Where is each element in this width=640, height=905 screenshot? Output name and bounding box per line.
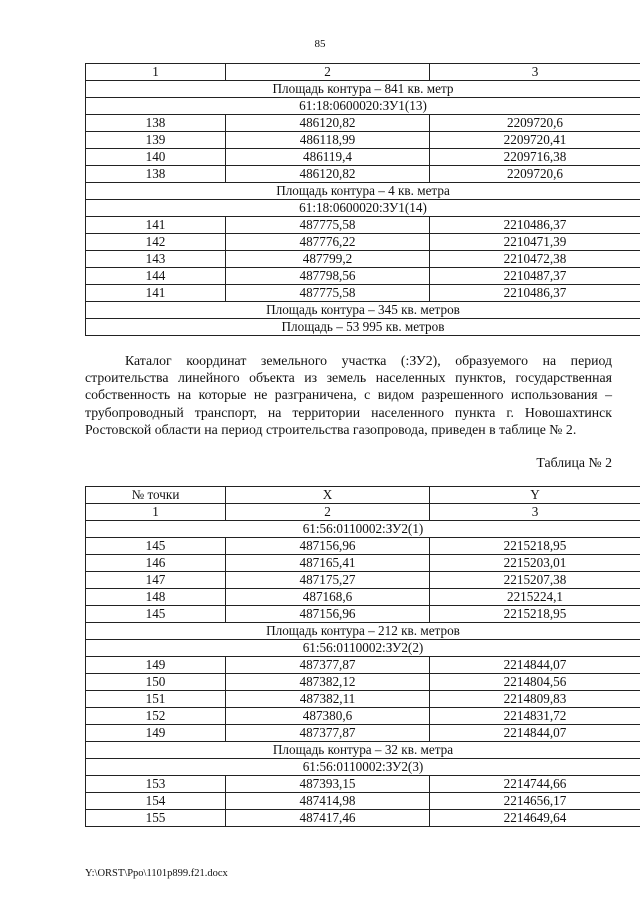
table-cell: 486119,4 [226,149,430,166]
table-row [86,810,640,827]
document-file-path: Y:\ORST\Ppo\1101p899.f21.docx [85,868,228,879]
table-cell: 487377,87 [226,657,430,674]
table-cell: 2209716,38 [430,149,640,166]
table-cell: 139 [86,132,226,149]
table-cell: 486120,82 [226,115,430,132]
table-cell: 2214809,83 [430,691,640,708]
table-cell: 487417,46 [226,810,430,827]
table-cell: 1 [86,504,226,521]
table-cell: 2210486,37 [430,285,640,302]
table-section-row [86,759,640,776]
table-cell: 486118,99 [226,132,430,149]
table-row [86,555,640,572]
table-cell: 486120,82 [226,166,430,183]
table-row [86,234,640,251]
table-cell: 145 [86,538,226,555]
table-cell: 487775,58 [226,217,430,234]
table-cell: 487165,41 [226,555,430,572]
table-cell: 2210487,37 [430,268,640,285]
table-cell: 138 [86,115,226,132]
table-cell: 487168,6 [226,589,430,606]
table-section-row [86,200,640,217]
table-row [86,793,640,810]
table-cell: 151 [86,691,226,708]
table-cell: 2214831,72 [430,708,640,725]
table-2-caption: Таблица № 2 [536,455,612,470]
table-row [86,217,640,234]
table-cell: 152 [86,708,226,725]
table-cell: 144 [86,268,226,285]
table-section-label: 61:18:0600020:ЗУ1(14) [86,200,640,217]
table-cell: 148 [86,589,226,606]
table-section-label: Площадь контура – 4 кв. метра [86,183,640,200]
table-cell: 2210471,39 [430,234,640,251]
table-cell: 487776,22 [226,234,430,251]
table-cell: 140 [86,149,226,166]
table-row [86,251,640,268]
table-cell: 2214844,07 [430,725,640,742]
table-section-row [86,81,640,98]
table-section-row [86,742,640,759]
table-cell: 154 [86,793,226,810]
table-row [86,776,640,793]
table-cell: 487380,6 [226,708,430,725]
table-cell: 149 [86,657,226,674]
table-cell: 153 [86,776,226,793]
table-cell: 2214844,07 [430,657,640,674]
table-row [86,725,640,742]
table-cell: 141 [86,217,226,234]
table-cell: 1 [86,64,226,81]
table-cell: 2214744,66 [430,776,640,793]
table-cell: 487799,2 [226,251,430,268]
table-section-label: 61:56:0110002:ЗУ2(3) [86,759,640,776]
table-row [86,538,640,555]
table-row [86,149,640,166]
table-section-row [86,319,640,336]
table-section-row [86,302,640,319]
table-row [86,572,640,589]
table-cell: 2210486,37 [430,217,640,234]
table-row [86,674,640,691]
table-cell: 487156,96 [226,606,430,623]
table-cell: 142 [86,234,226,251]
table-cell: 2215203,01 [430,555,640,572]
table-cell: 2214656,17 [430,793,640,810]
table-section-label: 61:56:0110002:ЗУ2(2) [86,640,640,657]
table-row [86,708,640,725]
table-section-label: Площадь контура – 212 кв. метров [86,623,640,640]
table-section-label: 61:56:0110002:ЗУ2(1) [86,521,640,538]
table-section-row [86,521,640,538]
table-row [86,115,640,132]
table-cell: 146 [86,555,226,572]
table-row [86,132,640,149]
table-section-row [86,623,640,640]
table-section-label: Площадь контура – 345 кв. метров [86,302,640,319]
table-row [86,589,640,606]
table-cell: 2215207,38 [430,572,640,589]
table-cell: 2215218,95 [430,538,640,555]
table-cell: 487377,87 [226,725,430,742]
table-cell: 147 [86,572,226,589]
table-cell: 2215224,1 [430,589,640,606]
table-cell: 149 [86,725,226,742]
table-cell: 2215218,95 [430,606,640,623]
table-cell: 2 [226,64,430,81]
table-cell: 145 [86,606,226,623]
table-header-row [86,504,640,521]
table-cell: 487382,12 [226,674,430,691]
table-cell: 2214804,56 [430,674,640,691]
table-cell: 2209720,6 [430,166,640,183]
table-cell: 3 [430,64,640,81]
table-cell: 2210472,38 [430,251,640,268]
table-row [86,606,640,623]
table-cell: 2214649,64 [430,810,640,827]
table-cell: 2209720,41 [430,132,640,149]
table-cell: 2209720,6 [430,115,640,132]
table-row [86,268,640,285]
table-cell: 138 [86,166,226,183]
table-section-row [86,640,640,657]
table-section-label: 61:18:0600020:ЗУ1(13) [86,98,640,115]
table-title-row [86,487,640,504]
table-cell: 3 [430,504,640,521]
table-cell: 487156,96 [226,538,430,555]
table-row [86,657,640,674]
page-number: 85 [314,38,326,50]
table-row [86,691,640,708]
table-cell: Y [430,487,640,504]
table-row [86,285,640,302]
table-cell: 487382,11 [226,691,430,708]
table-cell: 487175,27 [226,572,430,589]
catalog-paragraph: Каталог координат земельного участка (:ЗУ2), образуемого на период строительства линейного объекта из земель населенных пунктов, государственная собственность на которые не разграничена, с видом разрешенного использования – трубопроводный транспорт, на территории населенного пункта г. Новошахтинск Ростовской области на период строительства газопровода, приведен в таблице № 2. [85,353,612,437]
table-cell: 487798,56 [226,268,430,285]
table-section-row [86,98,640,115]
table-section-label: Площадь контура – 841 кв. метр [86,81,640,98]
table-cell: № точки [86,487,226,504]
table-cell: X [226,487,430,504]
table-cell: 487414,98 [226,793,430,810]
table-header-row [86,64,640,81]
table-cell: 141 [86,285,226,302]
coordinates-table-1 [85,63,640,336]
table-cell: 155 [86,810,226,827]
table-cell: 487393,15 [226,776,430,793]
table-section-label: Площадь контура – 32 кв. метра [86,742,640,759]
table-cell: 487775,58 [226,285,430,302]
table-row [86,166,640,183]
table-cell: 143 [86,251,226,268]
table-cell: 2 [226,504,430,521]
table-cell: 150 [86,674,226,691]
table-section-label: Площадь – 53 995 кв. метров [86,319,640,336]
coordinates-table-2 [85,486,640,827]
table-section-row [86,183,640,200]
